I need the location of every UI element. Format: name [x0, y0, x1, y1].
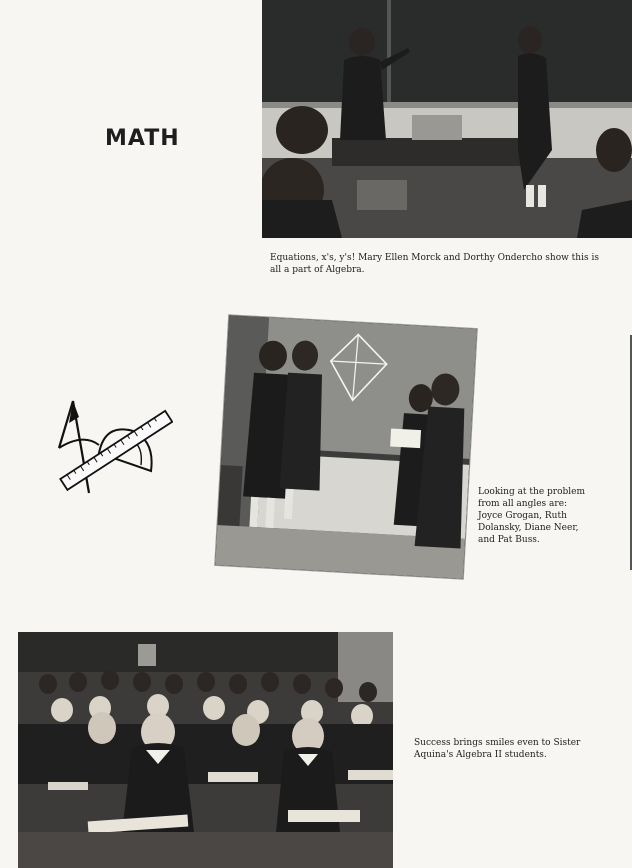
classroom-blackboard-photo [262, 0, 632, 238]
geometry-kite-photo [215, 315, 477, 578]
photo-caption: Success brings smiles even to Sister Aquina's Algebra II students. [414, 738, 581, 760]
photo-caption: Looking at the problem from all angles are: Joyce Grogan, Ruth Dolansky, Diane Neer, and Pat Buss. [478, 487, 585, 545]
algebra-class-photo [18, 632, 393, 868]
compass-ruler-protractor-icon [55, 393, 173, 505]
page-title: MATH [105, 126, 180, 151]
photo-caption: Equations, x's, y's! Mary Ellen Morck and Dorthy Ondercho show this is all a part of Algebra. [270, 253, 599, 275]
